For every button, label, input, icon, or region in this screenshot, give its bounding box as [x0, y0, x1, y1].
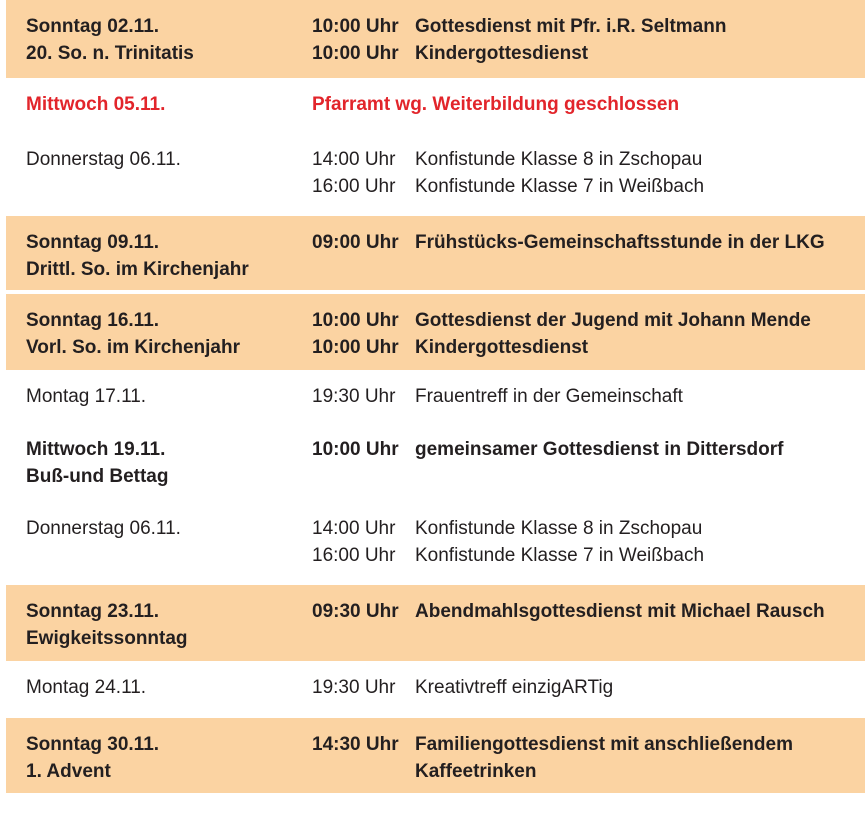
- event-entry: [312, 40, 862, 67]
- event-entry: [312, 436, 862, 463]
- event-time: 14:00 Uhr: [312, 518, 396, 539]
- event-description: Konfistunde Klasse 7 in Weißbach: [415, 545, 705, 566]
- event-description: Konfistunde Klasse 8 in Zschopau: [415, 518, 703, 539]
- day-name: Vorl. So. im Kirchenjahr: [26, 337, 240, 358]
- event-description-continuation: Kaffeetrinken: [415, 761, 537, 782]
- event-description: Gottesdienst mit Pfr. i.R. Seltmann: [415, 16, 727, 37]
- schedule-row-sunday: [6, 294, 865, 370]
- date-label: Sonntag 02.11.: [26, 16, 160, 37]
- schedule-row: [6, 423, 865, 502]
- event-description: Kindergottesdienst: [415, 43, 589, 64]
- day-name: Buß-und Bettag: [26, 466, 169, 487]
- date-label: Mittwoch 19.11.: [26, 439, 166, 460]
- event-description: gemeinsamer Gottesdienst in Dittersdorf: [415, 439, 784, 460]
- event-time: 16:00 Uhr: [312, 545, 396, 566]
- event-time: 09:30 Uhr: [312, 601, 399, 622]
- schedule-row-sunday: [6, 216, 865, 290]
- schedule-row-sunday: [6, 585, 865, 661]
- event-cell: [312, 146, 862, 200]
- date-label: Montag 24.11.: [26, 677, 147, 698]
- event-cell: [312, 229, 862, 256]
- event-time: 09:00 Uhr: [312, 232, 399, 253]
- event-time: 10:00 Uhr: [312, 16, 399, 37]
- event-description: Pfarramt wg. Weiterbildung geschlossen: [312, 94, 680, 115]
- event-entry: [312, 515, 862, 542]
- day-name: 1. Advent: [26, 761, 111, 782]
- date-label: Donnerstag 06.11.: [26, 149, 181, 170]
- schedule-row: [6, 502, 865, 585]
- schedule-row: [6, 661, 865, 718]
- date-cell: [26, 91, 316, 118]
- event-entry: [312, 13, 862, 40]
- date-cell: [26, 515, 316, 542]
- event-entry: [312, 731, 862, 758]
- day-name: 20. So. n. Trinitatis: [26, 43, 194, 64]
- event-time: 19:30 Uhr: [312, 386, 396, 407]
- date-cell: [26, 146, 316, 173]
- date-cell: [26, 229, 316, 283]
- event-time: 10:00 Uhr: [312, 337, 399, 358]
- date-label: Sonntag 16.11.: [26, 310, 160, 331]
- event-entry: [312, 674, 862, 701]
- event-cell: [312, 731, 862, 785]
- event-description: Abendmahlsgottesdienst mit Michael Rausch: [415, 601, 825, 622]
- event-entry: [312, 383, 862, 410]
- event-description: Familiengottesdienst mit anschließendem: [415, 734, 793, 755]
- event-cell: [312, 674, 862, 701]
- event-cell: [312, 383, 862, 410]
- event-description: Konfistunde Klasse 7 in Weißbach: [415, 176, 705, 197]
- event-description: Kindergottesdienst: [415, 337, 589, 358]
- event-description: Kreativtreff einzigARTig: [415, 677, 614, 698]
- event-description: Konfistunde Klasse 8 in Zschopau: [415, 149, 703, 170]
- event-entry: [312, 173, 862, 200]
- event-cell: [312, 13, 862, 67]
- date-label: Sonntag 09.11.: [26, 232, 160, 253]
- date-label: Sonntag 23.11.: [26, 601, 160, 622]
- date-label: Montag 17.11.: [26, 386, 147, 407]
- event-description: Frühstücks-Gemeinschaftsstunde in der LKG: [415, 232, 825, 253]
- date-cell: [26, 731, 316, 785]
- event-time: 10:00 Uhr: [312, 439, 399, 460]
- schedule-row-sunday: [6, 718, 865, 793]
- day-name: Ewigkeitssonntag: [26, 628, 188, 649]
- event-schedule: [6, 0, 865, 793]
- event-time: 14:30 Uhr: [312, 734, 399, 755]
- event-description: Gottesdienst der Jugend mit Johann Mende: [415, 310, 811, 331]
- event-entry: [312, 91, 862, 118]
- event-time: 10:00 Uhr: [312, 310, 399, 331]
- date-cell: [26, 598, 316, 652]
- date-cell: [26, 436, 316, 490]
- date-cell: [26, 674, 316, 701]
- event-time: 16:00 Uhr: [312, 176, 396, 197]
- event-cell: [312, 515, 862, 569]
- schedule-row: [6, 370, 865, 423]
- date-label: Donnerstag 06.11.: [26, 518, 181, 539]
- date-label: Sonntag 30.11.: [26, 734, 160, 755]
- event-cell: [312, 307, 862, 361]
- event-time: 10:00 Uhr: [312, 43, 399, 64]
- event-entry: [312, 542, 862, 569]
- date-cell: [26, 383, 316, 410]
- date-label: Mittwoch 05.11.: [26, 94, 166, 115]
- event-cell: [312, 436, 862, 463]
- event-entry: [312, 307, 862, 334]
- schedule-row: [6, 78, 865, 133]
- event-time: 14:00 Uhr: [312, 149, 396, 170]
- schedule-row-sunday: [6, 0, 865, 78]
- day-name: Drittl. So. im Kirchenjahr: [26, 259, 249, 280]
- event-cell: [312, 598, 862, 625]
- event-time: 19:30 Uhr: [312, 677, 396, 698]
- event-entry: [312, 146, 862, 173]
- date-cell: [26, 307, 316, 361]
- event-entry: [312, 334, 862, 361]
- date-cell: [26, 13, 316, 67]
- schedule-row: [6, 133, 865, 216]
- event-description: Frauentreff in der Gemeinschaft: [415, 386, 683, 407]
- event-entry: [312, 598, 862, 625]
- event-cell: [312, 91, 862, 118]
- event-entry: [312, 229, 862, 256]
